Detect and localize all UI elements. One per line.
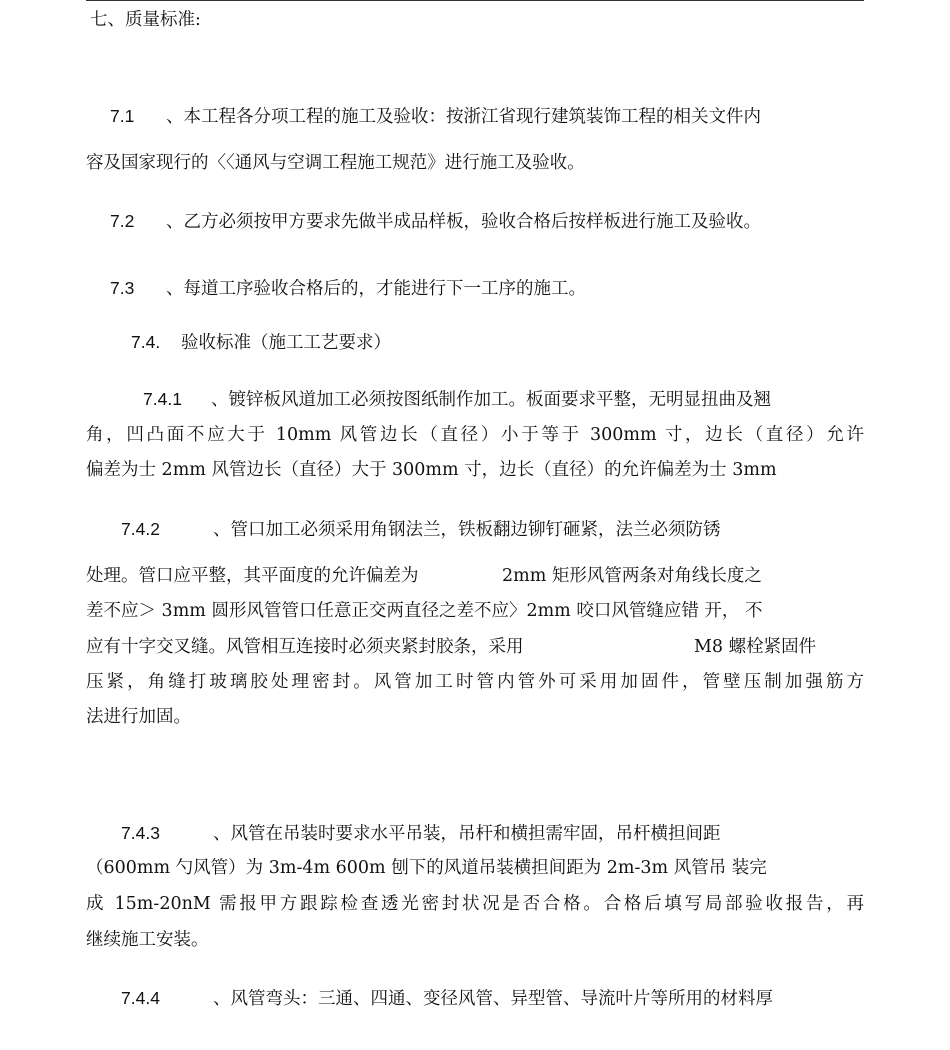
item-number: 7.4.3 (121, 823, 160, 843)
paragraph-7-1-line-2: 容及国家现行的〈〈通风与空调工程施工规范》进行施工及验收。 (86, 153, 585, 173)
paragraph-7-4-1-line-2: 角，凹凸面不应大于 10mm 风管边长（直径）小于等于 300mm 寸，边长（直径）允许 (86, 425, 864, 445)
section-heading: 七、质量标准: (90, 10, 201, 30)
paragraph-7-4-3-line-1: 7.4.3 、风管在吊装时要求水平吊装，吊杆和横担需牢固，吊杆横担间距 (121, 823, 721, 844)
item-number: 7.4.1 (143, 389, 182, 409)
item-number: 7.2 (110, 211, 135, 231)
paragraph-7-4-3-line-3: 成 15m-20nM 需报甲方跟踪检查透光密封状况是否合格。合格后填写局部验收报告，再 (86, 894, 864, 914)
paragraph-7-4-2-line-2a: 处理。管口应平整，其平面度的允许偏差为 (86, 566, 419, 586)
paragraph-7-4-2-line-4b: M8 螺栓紧固件 (694, 637, 817, 657)
item-number: 7.1 (110, 106, 135, 126)
paragraph-7-4-2-line-4a: 应有十字交叉缝。风管相互连接时必须夹紧封胶条，采用 (86, 637, 524, 657)
paragraph-7-4-1-line-3: 偏差为士 2mm 风管边长（直径）大于 300mm 寸，边长（直径）的允许偏差为士 3mm (86, 460, 777, 480)
item-number: 7.4. (131, 332, 161, 352)
paragraph-7-4-2-line-2b: 2mm 矩形风管两条对角线长度之 (502, 566, 762, 586)
paragraph-7-1-line-1: 7.1 、本工程各分项工程的施工及验收：按浙江省现行建筑装饰工程的相关文件内 (110, 106, 761, 127)
paragraph-7-4-2-line-3: 差不应＞ 3mm 圆形风管管口任意正交两直径之差不应〉2mm 咬口风管缝应错 开， 不 (86, 601, 763, 621)
paragraph-7-4-3-line-2: （600mm 勺风管）为 3m-4m 600m 刨下的风道吊装横担间距为 2m-3m 风管吊 装完 (86, 858, 767, 878)
top-rule (86, 0, 864, 1)
paragraph-7-4-1-line-1: 7.4.1 、镀锌板风道加工必须按图纸制作加工。板面要求平整，无明显扭曲及翘 (143, 389, 771, 410)
paragraph-7-4: 7.4. 验收标准（施工工艺要求） (131, 332, 391, 353)
paragraph-7-3: 7.3 、每道工序验收合格后的，才能进行下一工序的施工。 (110, 278, 586, 299)
item-number: 7.4.2 (121, 519, 160, 539)
paragraph-7-4-2-line-6: 法进行加固。 (86, 707, 191, 727)
item-number: 7.3 (110, 278, 135, 298)
paragraph-7-4-4-line-1: 7.4.4 、风管弯头：三通、四通、变径风管、异型管、导流叶片等所用的材料厚 (121, 988, 773, 1009)
paragraph-7-4-2-line-5: 压紧，角缝打玻璃胶处理密封。风管加工时管内管外可采用加固件，管壁压制加强筋方 (86, 672, 864, 692)
paragraph-7-4-2-line-1: 7.4.2 、管口加工必须采用角钢法兰，铁板翻边铆钉砸紧，法兰必须防锈 (121, 519, 721, 540)
item-number: 7.4.4 (121, 988, 160, 1008)
paragraph-7-4-3-line-4: 继续施工安装。 (86, 930, 209, 950)
paragraph-7-2: 7.2 、乙方必须按甲方要求先做半成品样板，验收合格后按样板进行施工及验收。 (110, 211, 761, 232)
